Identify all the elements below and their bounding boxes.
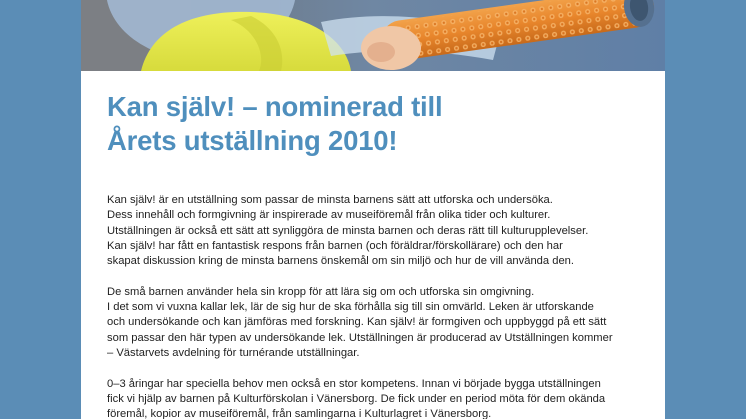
text-line: Kan själv! är en utställning som passar de minsta barnens sätt att utforska och undersöka.	[107, 194, 553, 206]
article-title	[107, 90, 647, 158]
article-body	[107, 193, 657, 419]
paragraph-needs	[107, 377, 657, 419]
text-line: I det som vi vuxna kallar lek, lär de sig hur de ska förhålla sig till sin omvärld. Leken är utforskande	[107, 301, 594, 314]
title-line: Årets utställning 2010!	[107, 125, 398, 156]
child-playing-photo	[81, 0, 665, 71]
text-line: fick vi hjälp av barnen på Kulturförskolan i Vänersborg. De fick under en period möta för dem okända	[107, 392, 606, 405]
paragraph-play	[107, 285, 657, 361]
text-line: och undersökande och kan jämföras med forskning. Kan själv! är formgiven och uppbyggd på ett sätt	[107, 316, 607, 329]
text-line: Kan själv! har fått en fantastisk respons från barnen (och föräldrar/förskollärare) och den har	[107, 239, 563, 252]
hero-photo	[81, 0, 665, 71]
title-line: Kan själv! – nominerad till	[107, 91, 443, 122]
text-line: föremål, kopior av museiföremål, från samlingarna i Kulturlagret i Vänersborg.	[107, 408, 492, 419]
text-line: 0–3 åringar har speciella behov men också en stor kompetens. Innan vi började bygga utställningen	[107, 377, 601, 390]
article-page	[81, 0, 665, 419]
text-line: De små barnen använder hela sin kropp för att lära sig om och utforska sin omgivning.	[107, 285, 535, 298]
text-line: skapat diskussion kring de minsta barnens önskemål om sin miljö och hur de vill använda den.	[107, 255, 575, 268]
text-line: som passar den här typen av undersökande lek. Utställningen är producerad av Utställningen kommer	[107, 331, 613, 344]
text-line: Dess innehåll och formgivning är inspirerade av museiföremål från olika tider och kulturer.	[107, 209, 551, 222]
text-line: Utställningen är också ett sätt att synliggöra de minsta barnen och deras rätt till kulturupplevelser.	[107, 224, 589, 237]
text-line: – Västarvets avdelning för turnérande utställningar.	[107, 346, 360, 359]
paragraph-intro	[107, 193, 657, 269]
